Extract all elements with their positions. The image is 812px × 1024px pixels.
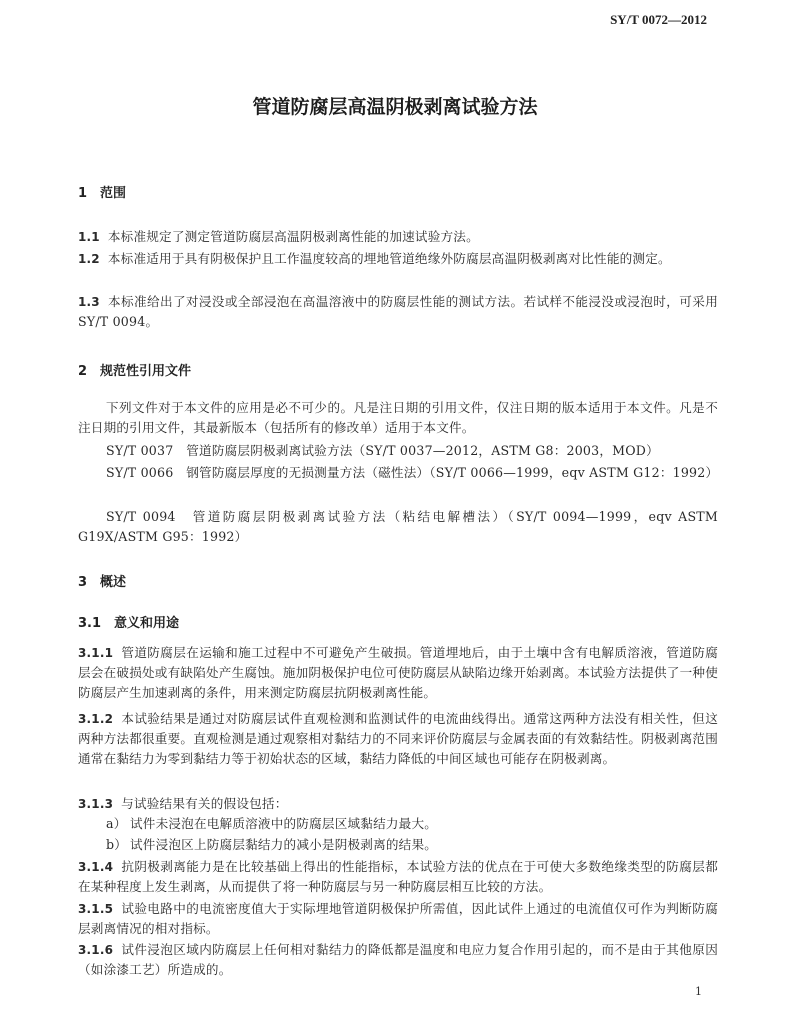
reference-text: SY/T 0094 管道防腐层阴极剥离试验方法（粘结电解槽法）（SY/T 0094—1999，eqv ASTM G19X/ASTM G95：1992） — [78, 509, 718, 544]
reference-item — [78, 507, 718, 547]
clause-number: 3.1.3 — [78, 797, 114, 811]
clause-3-1-6 — [78, 940, 718, 980]
list-marker: b） — [106, 837, 128, 852]
section-number: 3 — [78, 575, 88, 590]
list-item-a — [78, 814, 746, 834]
section-number: 1 — [78, 186, 88, 201]
clause-1-3 — [78, 292, 718, 332]
clause-number: 3.1.6 — [78, 943, 114, 957]
section-title: 范围 — [100, 186, 127, 201]
section-title: 规范性引用文件 — [100, 364, 192, 379]
clause-text: 本标准给出了对浸没或全部浸泡在高温溶液中的防腐层性能的测试方法。若试样不能浸没或浸泡时，可采用 SY/T 0094。 — [78, 294, 718, 329]
subsection-number: 3.1 — [78, 616, 102, 631]
clause-3-1-5 — [78, 899, 718, 939]
clause-text: 管道防腐层在运输和施工过程中不可避免产生破损。管道埋地后，由于土壤中含有电解质溶液，管道防腐层会在破损处或有缺陷处产生腐蚀。施加阴极保护电位可使防腐层从缺陷边缘开始剥离。本试验方法提供了一种使防腐层产生加速剥离的条件，用来测定防腐层抗阴极剥离性能。 — [78, 645, 718, 700]
list-text: 试件未浸泡在电解质溶液中的防腐层区域黏结力最大。 — [130, 816, 438, 831]
clause-number: 3.1.2 — [78, 712, 114, 726]
clause-text: 抗阴极剥离能力是在比较基础上得出的性能指标，本试验方法的优点在于可使大多数绝缘类型的防腐层都在某种程度上发生剥离，从而提供了将一种防腐层与另一种防腐层相互比较的方法。 — [78, 859, 718, 894]
clause-number: 3.1.1 — [78, 646, 114, 660]
document-title: 管道防腐层高温阴极剥离试验方法 — [252, 96, 538, 118]
subsection-title: 意义和用途 — [114, 616, 180, 631]
reference-item — [78, 463, 718, 483]
clause-3-1-2 — [78, 709, 718, 769]
clause-number: 3.1.4 — [78, 860, 114, 874]
reference-text: SY/T 0066 钢管防腐层厚度的无损测量方法（磁性法）（SY/T 0066—1999，eqv ASTM G12：1992） — [106, 465, 719, 480]
reference-item: SY/T 0037 管道防腐层阴极剥离试验方法（SY/T 0037—2012，ASTM G8：2003，MOD） — [106, 443, 659, 458]
clause-3-1-4 — [78, 857, 718, 897]
clause-1-1 — [78, 227, 718, 247]
clause-text: 试件浸泡区域内防腐层上任何相对黏结力的降低都是温度和电应力复合作用引起的，而不是由于其他原因（如涂漆工艺）所造成的。 — [78, 942, 718, 977]
clause-number: 1.2 — [78, 252, 100, 266]
clause-3-1-1 — [78, 643, 718, 703]
list-marker: a） — [106, 816, 127, 831]
clause-3-1-3 — [78, 794, 718, 814]
section-2-heading — [78, 360, 718, 379]
section-number: 2 — [78, 364, 88, 379]
page-number: 1 — [695, 985, 702, 998]
clause-text: 本标准规定了测定管道防腐层高温阴极剥离性能的加速试验方法。 — [107, 229, 479, 244]
section-2-intro: 下列文件对于本文件的应用是必不可少的。凡是注日期的引用文件，仅注日期的版本适用于本文件。凡是不注日期的引用文件，其最新版本（包括所有的修改单）适用于本文件。 — [78, 400, 718, 435]
clause-number: 1.3 — [78, 295, 100, 309]
subsection-3-1-heading — [78, 612, 718, 631]
standard-code: SY/T 0072—2012 — [610, 12, 707, 27]
clause-1-2 — [78, 249, 718, 269]
clause-number: 3.1.5 — [78, 902, 114, 916]
clause-number: 1.1 — [78, 230, 100, 244]
list-text: 试件浸泡区上防腐层黏结力的减小是阴极剥离的结果。 — [130, 837, 438, 852]
clause-text: 本试验结果是通过对防腐层试件直观检测和监测试件的电流曲线得出。通常这两种方法没有相关性，但这两种方法都很重要。直观检测是通过观察相对黏结力的不同来评价防腐层与金属表面的有效黏结性。阴极剥离范围通常在黏结力为零到黏结力等于初始状态的区域，黏结力降低的中间区域也可能存在阴极剥离。 — [78, 711, 718, 766]
clause-text: 试验电路中的电流密度值大于实际埋地管道阴极保护所需值，因此试件上通过的电流值仅可作为判断防腐层剥离情况的相对指标。 — [78, 901, 718, 936]
clause-text: 与试验结果有关的假设包括： — [121, 796, 288, 811]
section-3-heading — [78, 571, 718, 590]
clause-text: 本标准适用于具有阴极保护且工作温度较高的埋地管道绝缘外防腐层高温阴极剥离对比性能的测定。 — [107, 251, 671, 266]
section-1-heading — [78, 182, 718, 201]
list-item-b — [78, 835, 746, 855]
section-title: 概述 — [100, 575, 127, 590]
